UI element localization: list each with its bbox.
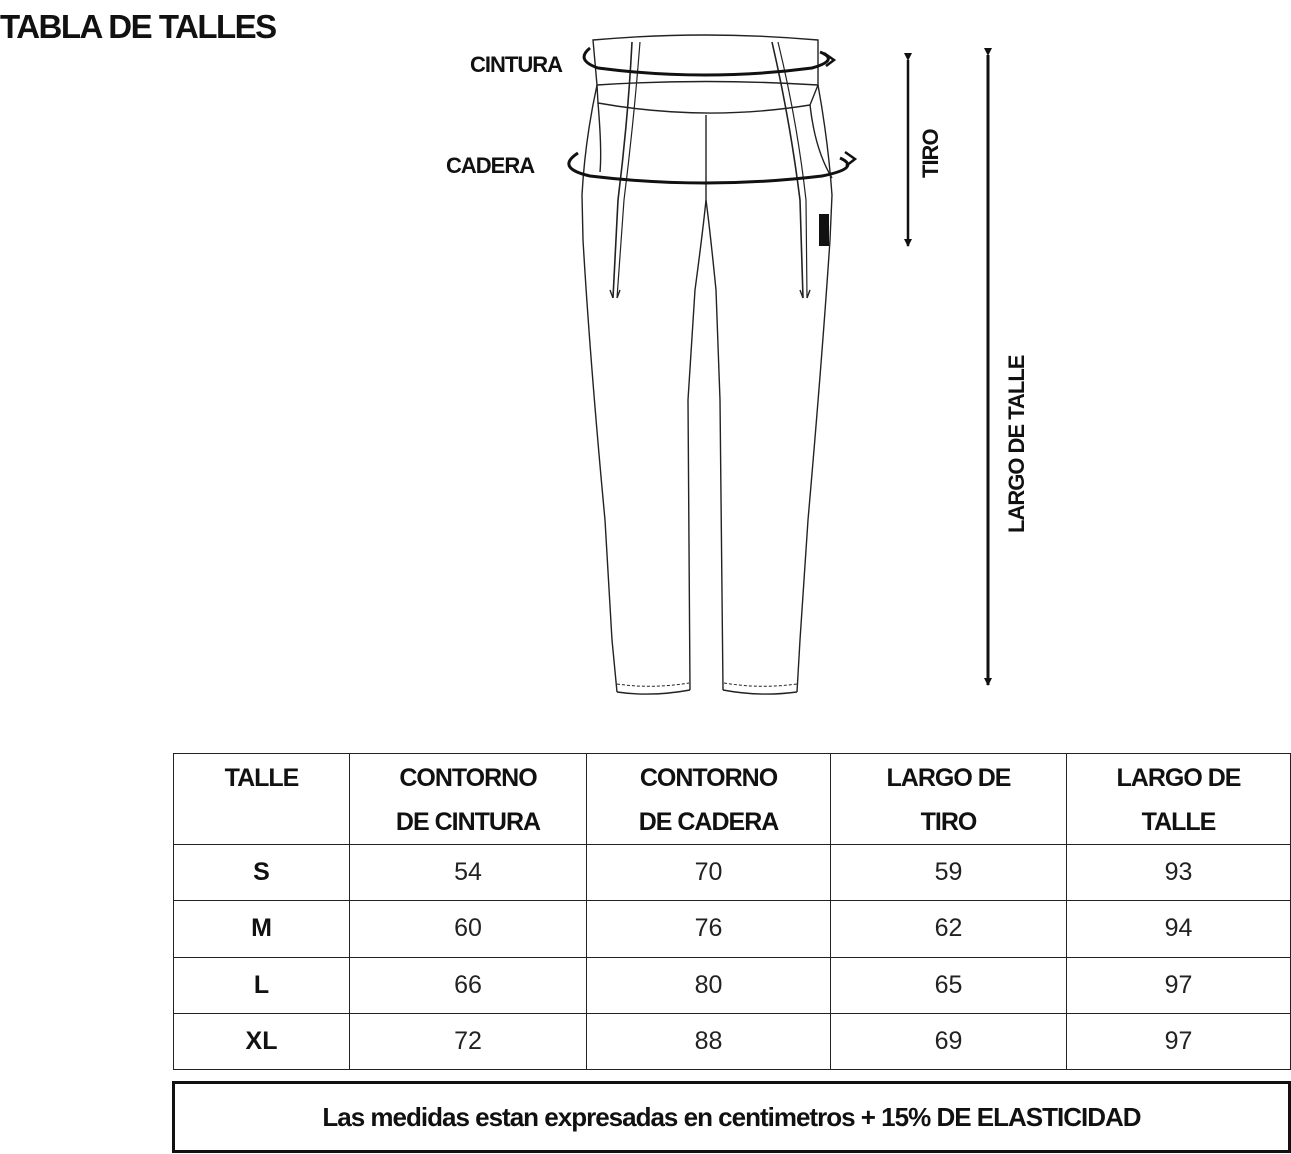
measurement-note: Las medidas estan expresadas en centimetros + 15% DE ELASTICIDAD (172, 1081, 1291, 1153)
length-label: LARGO DE TALLE (1004, 355, 1029, 533)
cell-length: 94 (1067, 901, 1291, 957)
cell-hip: 70 (587, 845, 831, 901)
header-waist: CONTORNO DE CINTURA (350, 754, 587, 845)
cell-size: XL (174, 1013, 350, 1069)
table-row (174, 845, 1291, 901)
cell-hip: 76 (587, 901, 831, 957)
cell-hip: 80 (587, 957, 831, 1013)
size-table (173, 753, 1291, 1070)
page-title: TABLA DE TALLES (0, 8, 276, 45)
cell-rise: 65 (831, 957, 1067, 1013)
cell-length: 97 (1067, 1013, 1291, 1069)
header-hip: CONTORNO DE CADERA (587, 754, 831, 845)
table-row (174, 901, 1291, 957)
hip-label: CADERA (446, 153, 535, 178)
cell-size: M (174, 901, 350, 957)
cell-rise: 69 (831, 1013, 1067, 1069)
cell-rise: 62 (831, 901, 1067, 957)
header-length: LARGO DE TALLE (1067, 754, 1291, 845)
waist-label: CINTURA (470, 52, 562, 77)
cell-length: 93 (1067, 845, 1291, 901)
cell-rise: 59 (831, 845, 1067, 901)
pants-illustration (582, 35, 832, 694)
table-row (174, 1013, 1291, 1069)
cell-size: S (174, 845, 350, 901)
cell-waist: 60 (350, 901, 587, 957)
waist-measure-arrow (584, 48, 834, 75)
cell-waist: 54 (350, 845, 587, 901)
cell-hip: 88 (587, 1013, 831, 1069)
cell-length: 97 (1067, 957, 1291, 1013)
table-header-row (174, 754, 1291, 845)
rise-label: TIRO (918, 129, 943, 178)
header-rise: LARGO DE TIRO (831, 754, 1067, 845)
cell-size: L (174, 957, 350, 1013)
cell-waist: 72 (350, 1013, 587, 1069)
cell-waist: 66 (350, 957, 587, 1013)
header-size: TALLE (174, 754, 350, 845)
hip-measure-arrow (569, 152, 855, 183)
table-row (174, 957, 1291, 1013)
brand-tag (819, 214, 829, 246)
